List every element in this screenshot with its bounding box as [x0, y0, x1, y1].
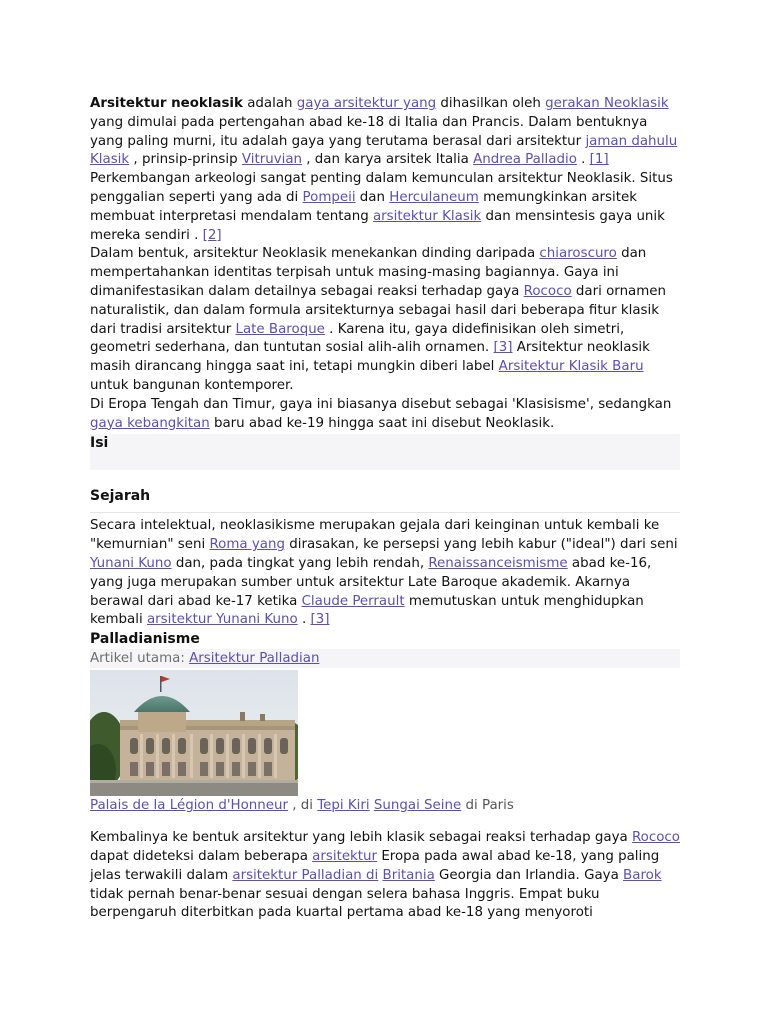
link-rococo[interactable]: Rococo — [631, 830, 680, 846]
text: dan — [355, 189, 390, 205]
text: baru abad ke-19 hingga saat ini disebut Neoklasik. — [209, 415, 555, 431]
text: Secara intelektual, neoklasikisme merupakan gejala dari keinginan untuk kembali ke "kemurnian" seni — [90, 518, 660, 553]
link-arsitektur-palladian-di[interactable]: arsitektur Palladian di — [232, 867, 379, 883]
text: , di — [288, 798, 318, 814]
link-gaya-kebangkitan[interactable]: gaya kebangkitan — [90, 415, 210, 431]
text: , dan karya arsitek Italia — [302, 152, 474, 168]
link-herculaneum[interactable]: Herculaneum — [389, 189, 479, 205]
lead-term: Arsitektur neoklasik — [90, 96, 243, 111]
text: . — [576, 152, 590, 168]
link-gaya-arsitektur[interactable]: gaya arsitektur yang — [296, 96, 437, 111]
citation-link[interactable]: [1] — [589, 152, 609, 168]
link-pompeii[interactable]: Pompeii — [302, 189, 356, 205]
text: abad ke-16, yang juga merupakan sumber untuk arsitektur Late Baroque akademik. Akarnya berawal dari abad ke-17 ketika — [90, 555, 652, 609]
text: dihasilkan oleh — [436, 96, 546, 111]
link-chiaroscuro[interactable]: chiaroscuro — [539, 246, 617, 262]
link-arsitektur-palladian[interactable]: Arsitektur Palladian — [189, 651, 320, 667]
toc-label: Isi — [90, 435, 109, 452]
text: dan mensintesis gaya unik mereka sendiri . — [90, 208, 665, 243]
citation-link[interactable]: [2] — [202, 227, 222, 243]
link-late-baroque[interactable]: Late Baroque — [235, 321, 325, 337]
history-paragraph — [90, 517, 680, 630]
archaeology-paragraph — [90, 170, 680, 245]
palladian-paragraph — [90, 829, 680, 923]
text: . — [297, 612, 311, 628]
link-sungai-seine[interactable]: Sungai Seine — [373, 798, 462, 814]
section-heading-palladianisme: Palladianisme — [90, 631, 200, 648]
link-andrea-palladio[interactable]: Andrea Palladio — [473, 152, 577, 168]
text: Kembalinya ke bentuk arsitektur yang lebih klasik sebagai reaksi terhadap gaya — [90, 830, 632, 846]
link-arsitektur-klasik-baru[interactable]: Arsitektur Klasik Baru — [498, 359, 644, 375]
link-gerakan-neoklasik[interactable]: gerakan Neoklasik — [545, 96, 669, 111]
section-heading-sejarah: Sejarah — [90, 488, 680, 513]
text: Perkembangan arkeologi sangat penting dalam kemunculan arsitektur Neoklasik. Situs penggalian seperti yang ada di — [90, 171, 673, 205]
link-vitruvian[interactable]: Vitruvian — [241, 152, 303, 168]
text: Artikel utama: — [90, 651, 190, 667]
link-palais-legion-honneur[interactable]: Palais de la Légion d'Honneur — [90, 798, 289, 814]
link-arsitektur-yunani-kuno[interactable]: arsitektur Yunani Kuno — [146, 612, 298, 628]
link-rococo[interactable]: Rococo — [523, 283, 572, 299]
text: dirasakan, ke persepsi yang lebih kabur ("ideal") dari seni — [285, 537, 678, 553]
text: tidak pernah benar-benar sesuai dengan selera bahasa Inggris. Empat buku berpengaruh diterbitkan pada kuartal pertama abad ke-18 yang menyoroti — [90, 886, 600, 921]
link-yunani-kuno[interactable]: Yunani Kuno — [90, 555, 172, 571]
text: dapat dideteksi dalam beberapa — [90, 848, 313, 864]
text: dari ornamen naturalistik, dan dalam formula arsitekturnya sebagai hasil dari beberapa fitur klasik dari tradisi arsitektur — [90, 283, 667, 337]
text: Arsitektur neoklasik masih dirancang hingga saat ini, tetapi mungkin diberi label — [90, 340, 650, 375]
text: Di Eropa Tengah dan Timur, gaya ini biasanya disebut sebagai 'Klasisisme', sedangkan — [90, 396, 672, 412]
text: memungkinkan arsitek membuat interpretasi mendalam tentang — [90, 189, 637, 224]
photo-caption — [90, 796, 680, 815]
link-arsitektur[interactable]: arsitektur — [312, 848, 378, 864]
citation-link[interactable]: [3] — [493, 340, 513, 356]
table-of-contents[interactable] — [90, 434, 680, 470]
link-renaissance[interactable]: Renaissanceismisme — [428, 555, 568, 571]
text: , prinsip-prinsip — [129, 152, 242, 168]
text: adalah — [242, 96, 297, 111]
text: dan, pada tingkat yang lebih rendah, — [171, 555, 429, 571]
text: memutuskan untuk menghidupkan kembali — [90, 593, 644, 628]
text: untuk bangunan kontemporer. — [90, 377, 294, 393]
link-claude-perrault[interactable]: Claude Perrault — [301, 593, 405, 609]
form-paragraph — [90, 245, 680, 395]
text: yang dimulai pada pertengahan abad ke-18 di Italia dan Prancis. Dalam bentuknya yang paling murni, itu adalah gaya yang terutama berasal dari arsitektur — [90, 114, 648, 149]
europe-paragraph — [90, 396, 680, 434]
link-britania[interactable]: Britania — [382, 867, 435, 883]
citation-link[interactable]: [3] — [310, 612, 330, 628]
text: . Karena itu, gaya didefinisikan oleh simetri, geometri sederhana, dan tuntutan sosial alih-alih ornamen. — [90, 321, 625, 356]
text: dan mempertahankan identitas terpisah untuk masing-masing bagiannya. Gaya ini dimanifestasikan dalam detailnya sebagai reaksi terhadap gaya — [90, 246, 647, 299]
intro-paragraph — [90, 95, 680, 170]
text: di Paris — [461, 798, 514, 814]
article-body — [90, 95, 680, 923]
text: Georgia dan Irlandia. Gaya — [434, 867, 624, 883]
text: Dalam bentuk, arsitektur Neoklasik menekankan dinding daripada — [90, 246, 540, 262]
main-article-note — [90, 649, 680, 668]
link-arsitektur-klasik[interactable]: arsitektur Klasik — [372, 208, 482, 224]
link-barok[interactable]: Barok — [623, 867, 662, 883]
link-tepi-kiri[interactable]: Tepi Kiri — [317, 798, 370, 814]
link-roma[interactable]: Roma yang — [209, 537, 286, 553]
text: Eropa pada awal abad ke-18, yang paling jelas terwakili dalam — [90, 848, 660, 883]
link-jaman-dahulu-klasik[interactable]: jaman dahulu Klasik — [90, 133, 678, 168]
palais-photo[interactable] — [90, 670, 298, 796]
